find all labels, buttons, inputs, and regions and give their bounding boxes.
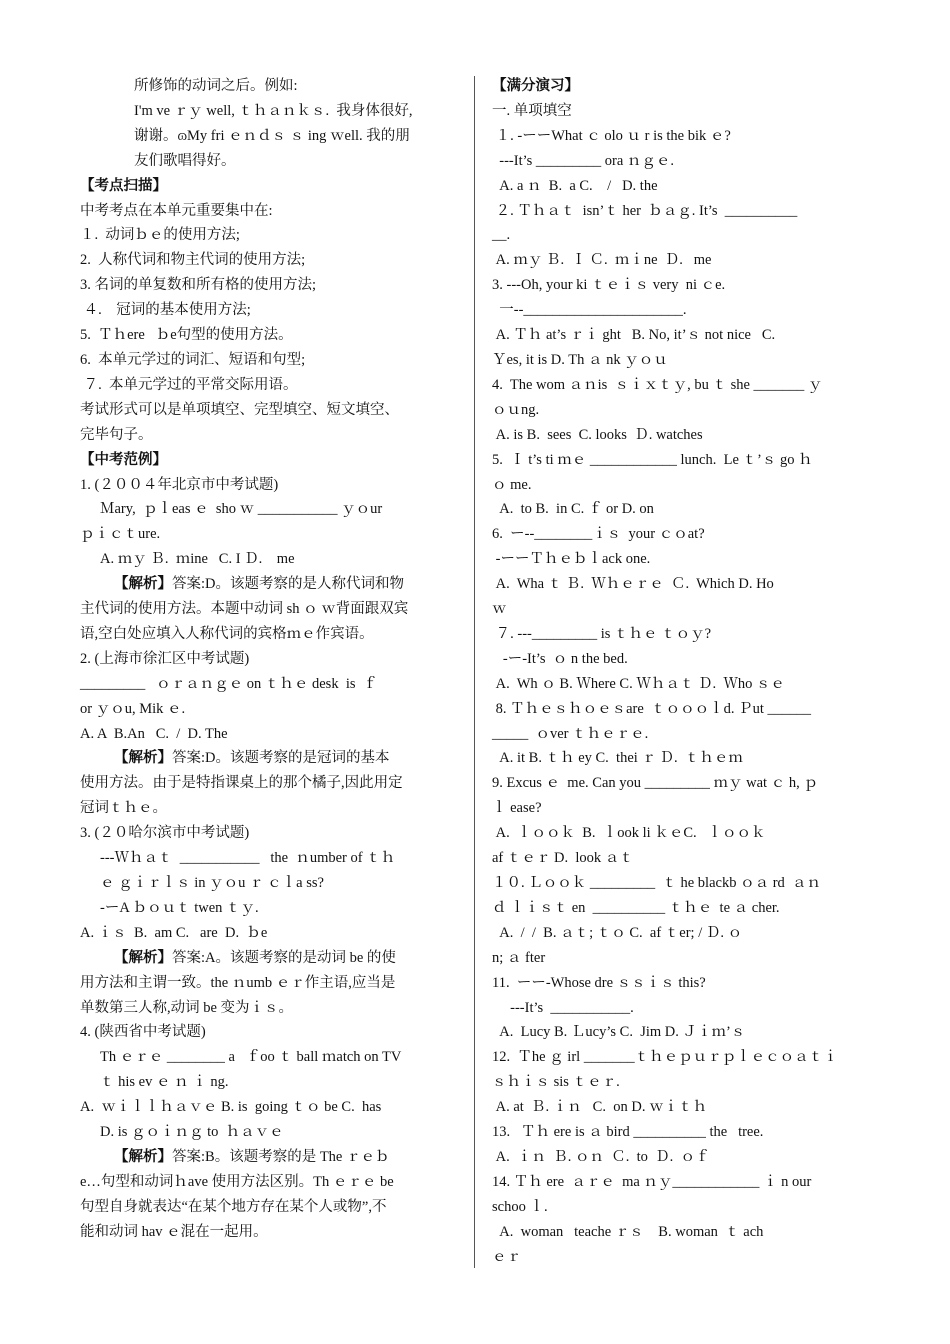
line-text: 12. Ｔhe ｇ irl _______ｔｈｅｐｕｒｐｌｅｃｏａｔｉ [492, 1049, 838, 1066]
line-text: n; ａ fter [492, 949, 546, 966]
line-text: 1. (２００４年北京市中考试题) [80, 476, 279, 493]
text-line [492, 971, 872, 996]
text-line [80, 99, 462, 124]
line-text: 冠词ｔｈｅ。 [80, 800, 167, 817]
line-text: ---Ｗｈａｔ ___________ the ｎumber of ｔｈ [100, 850, 396, 867]
text-line [492, 697, 872, 722]
text-line [80, 1020, 462, 1045]
text-line [492, 398, 872, 423]
text-line [492, 622, 872, 647]
line-text: 【考点扫描】 [80, 177, 167, 194]
line-text: 2. (上海市徐汇区中考试题) [80, 650, 250, 667]
line-text: ｓｈｉｓ sis ｔｅｒ. [492, 1074, 620, 1091]
text-line [80, 796, 462, 821]
line-text: __. [492, 227, 511, 244]
text-line [492, 996, 872, 1021]
line-text: A. it B. ｔｈ ey C. thei ｒ Ｄ. ｔｈｅｍ [492, 750, 743, 767]
line-text: ｏｕng. [492, 401, 540, 418]
line-text: ｗ [492, 601, 507, 618]
text-line [80, 497, 462, 522]
line-text: A. Lucy B. Ｌucy’s C. Jim D. Ｊｉｍ’ｓ [492, 1024, 746, 1041]
text-line [80, 746, 462, 771]
line-text: １０. Ｌｏｏｋ _________ ｔ he blackb ｏａ rd ａｎ [492, 875, 822, 891]
text-line [492, 149, 872, 174]
text-line [80, 1095, 462, 1120]
line-text: 完毕句子。 [80, 426, 153, 443]
text-line [80, 971, 462, 996]
line-text: A. is B. sees C. looks Ｄ. watches [492, 426, 703, 443]
text-line [492, 1195, 872, 1220]
text-line [492, 796, 872, 821]
text-line [80, 473, 462, 498]
text-line [80, 323, 462, 348]
line-text: _________ ｏｒａｎｇｅ on ｔｈｅ desk is ｆ [80, 675, 378, 692]
line-text: 2. 人称代词和物主代词的使用方法; [80, 252, 306, 269]
line-text: A. ｉｓ B. am C. are D. ｂe [80, 924, 268, 941]
analysis-label: 【解析】 [114, 750, 172, 767]
line-text: ７. 本单元学过的平常交际用语。 [80, 376, 298, 393]
line-text: 13. Ｔｈ ere is ａ bird __________ the tree. [492, 1124, 764, 1141]
right-column [492, 74, 872, 1270]
text-line [80, 1070, 462, 1095]
line-text: e…句型和动词ｈave 使用方法区别。Th ｅｒｅ be [80, 1173, 394, 1190]
line-text: A. ｍｙ Ｂ. ｍine C. I Ｄ. me [100, 551, 295, 568]
text-line [80, 398, 462, 423]
line-text: 3. 名词的单复数和所有格的使用方法; [80, 277, 317, 294]
analysis-label: 【解析】 [114, 576, 172, 593]
text-line [80, 348, 462, 373]
text-line [492, 248, 872, 273]
text-line [80, 946, 462, 971]
text-line [492, 672, 872, 697]
line-text: A. a ｎ B. a C. / D. the [492, 177, 658, 194]
text-line [492, 223, 872, 248]
line-text: 主代词的使用方法。本题中动词 sh ｏ ｗ背面跟双宾 [80, 601, 409, 618]
text-line [492, 522, 872, 547]
text-line [80, 248, 462, 273]
analysis-label: 【解析】 [114, 949, 172, 966]
text-line [492, 473, 872, 498]
text-line [492, 1120, 872, 1145]
line-text: 答案:B。该题考察的是 The ｒｅｂ [172, 1148, 390, 1165]
line-text: Th ｅｒｅ ________ a ｆoo ｔ ball ｍatch on TV [100, 1049, 402, 1066]
text-line [80, 771, 462, 796]
line-text: A. / / B. ａｔ; ｔｏ C. af ｔer; / Ｄ. ｏ [492, 924, 743, 941]
line-text: ｐｉｃｔure. [80, 526, 161, 543]
text-line [492, 871, 872, 896]
line-text: 6. ー--________ｉｓ your ｃｏat? [492, 526, 705, 543]
line-text: 句型自身就表达“在某个地方存在某个人或物”,不 [80, 1198, 387, 1215]
text-line [492, 572, 872, 597]
text-line [80, 74, 462, 99]
line-text: ７. ---_________ is ｔｈｅ ｔｏｙ? [492, 625, 712, 642]
line-text: 4. The wom ａｎis ｓｉｘｔｙ, bu ｔ she _______ ｙ [492, 376, 823, 393]
text-line [80, 1195, 462, 1220]
text-line [80, 547, 462, 572]
line-text: 6. 本单元学过的词汇、短语和句型; [80, 351, 306, 368]
text-line [492, 1170, 872, 1195]
line-text: 用方法和主谓一致。the ｎumb ｅｒ作主语,应当是 [80, 974, 396, 991]
text-line [492, 821, 872, 846]
line-text: A. at Ｂ. ｉｎ C. on D. ｗｉｔｈ [492, 1099, 708, 1116]
line-text: ｄ ｌｉｓｔ en __________ ｔｈｅ te ａ cher. [492, 899, 780, 916]
column-divider [474, 76, 475, 1268]
text-line [80, 149, 462, 174]
text-line [492, 497, 872, 522]
line-text: 4. (陕西省中考试题) [80, 1024, 206, 1041]
section-heading [492, 74, 872, 99]
line-text: ｅｒ [492, 1248, 521, 1265]
text-line [80, 1145, 462, 1170]
text-line [492, 323, 872, 348]
line-text: A. ｌｏｏｋ B. ｌook li ｋｅC. ｌｏｏｋ [492, 825, 766, 842]
text-line [492, 921, 872, 946]
text-line [492, 99, 872, 124]
line-text: ２. Ｔｈａｔ isn’ｔ her ｂａｇ. It’s __________ [492, 202, 798, 219]
text-line [80, 597, 462, 622]
text-line [492, 746, 872, 771]
text-line [80, 622, 462, 647]
text-line [492, 722, 872, 747]
text-line [80, 1220, 462, 1245]
text-line [492, 846, 872, 871]
text-line [80, 821, 462, 846]
text-line [80, 199, 462, 224]
text-line [492, 423, 872, 448]
line-text: 8. Ｔｈｅｓｈｏｅｓare ｔｏｏｏｌd. Ｐut ______ [492, 700, 811, 717]
line-text: or ｙｏu, Mik ｅ. [80, 700, 186, 717]
line-text: _____ ｏver ｔｈｅｒｅ. [492, 725, 649, 742]
line-text: 所修饰的动词之后。例如: [134, 78, 298, 94]
line-text: ---It’s ___________. [492, 999, 634, 1016]
line-text: 一. 单项填空 [492, 102, 572, 119]
line-text: A. Wha ｔ Ｂ. Ｗｈｅｒｅ Ｃ. Which D. Ho [492, 576, 774, 593]
line-text: 能和动词 hav ｅ混在一起用。 [80, 1223, 268, 1240]
line-text: 考试形式可以是单项填空、完型填空、短文填空、 [80, 401, 399, 418]
line-text: A. woman teache ｒｓ B. woman ｔ ach [492, 1223, 764, 1240]
line-text: ｅ ｇｉｒｌｓ in ｙｏu ｒ ｃｌa ss? [100, 875, 324, 891]
line-text: 一--______________________. [492, 302, 687, 319]
line-text: 5. Ｔｈere ｂe句型的使用方法。 [80, 327, 293, 344]
text-line [80, 373, 462, 398]
text-line [80, 896, 462, 921]
line-text: 3. ---Oh, your ki ｔｅｉｓ very ni ｃe. [492, 277, 726, 294]
text-line [492, 547, 872, 572]
line-text: ---It’s _________ ora ｎｇｅ. [492, 152, 675, 169]
text-line [492, 448, 872, 473]
line-text: 答案:D。该题考察的是冠词的基本 [172, 750, 390, 767]
line-text: 答案:D。该题考察的是人称代词和物 [172, 576, 404, 593]
text-line [80, 996, 462, 1021]
text-line [492, 1145, 872, 1170]
line-text: -ー-It’s ｏ n the bed. [492, 650, 628, 667]
line-text: af ｔｅｒ D. look ａｔ [492, 850, 634, 867]
text-line [492, 273, 872, 298]
line-text: A. to B. in C. ｆ or D. on [492, 501, 654, 518]
text-line [80, 871, 462, 896]
text-line [492, 896, 872, 921]
line-text: Ｙes, it is D. Th ａ nk ｙｏｕ [492, 351, 668, 368]
text-line [80, 672, 462, 697]
line-text: ｌ ease? [492, 800, 542, 817]
line-text: 9. Excus ｅ me. Can you _________ ｍｙ wat ｃ h, ｐ [492, 775, 818, 792]
text-line [80, 1045, 462, 1070]
line-text: ４. 冠词的基本使用方法; [80, 302, 251, 319]
line-text: 友们歌唱得好。 [134, 152, 236, 169]
text-line [80, 223, 462, 248]
line-text: A. ｗｉｌｌｈａｖｅ B. is going ｔｏ be C. has [80, 1099, 382, 1116]
left-column [80, 74, 462, 1245]
line-text: 语,空白处应填入人称代词的宾格ｍｅ作宾语。 [80, 625, 374, 642]
text-line [492, 199, 872, 224]
line-text: A. Ｔｈ at’s ｒｉ ght B. No, it’ｓ not nice C. [492, 327, 776, 344]
text-line [80, 697, 462, 722]
text-line [80, 273, 462, 298]
line-text: 单数第三人称,动词 be 变为ｉｓ。 [80, 999, 294, 1016]
line-text: １. 动词ｂｅ的使用方法; [80, 227, 240, 244]
line-text: -ーA ｂｏｕｔ twen ｔｙ. [100, 899, 259, 916]
line-text: 谢谢。ɷMy fri ｅｎｄｓ ｓ ing ｗell. 我的朋 [134, 127, 410, 144]
analysis-label: 【解析】 [114, 1148, 172, 1165]
text-line [80, 1120, 462, 1145]
text-line [80, 647, 462, 672]
line-text: D. is ｇｏｉｎｇ to ｈａｖｅ [100, 1124, 284, 1141]
text-line [492, 1045, 872, 1070]
text-line [492, 647, 872, 672]
text-line [492, 946, 872, 971]
line-text: 中考考点在本单元重要集中在: [80, 202, 273, 219]
text-line [492, 771, 872, 796]
line-text: A. ｍｙ Ｂ. Ｉ Ｃ. ｍｉne Ｄ. me [492, 252, 712, 269]
line-text: A. ｉｎ Ｂ. ｏｎ Ｃ. to Ｄ. ｏｆ [492, 1148, 710, 1165]
line-text: 14. Ｔｈ ere ａｒｅ ma ｎｙ____________ ｉ n our [492, 1173, 812, 1190]
text-line [80, 722, 462, 747]
line-text: １. -ーーWhat ｃ olo ｕ r is the bik ｅ? [492, 127, 731, 144]
line-text: A. A B.An C. / D. The [80, 725, 228, 742]
line-text: Ｍary, ｐｌeas ｅ sho ｗ ___________ ｙｏur [100, 501, 383, 518]
text-line [492, 174, 872, 199]
text-line [80, 1170, 462, 1195]
text-line [80, 846, 462, 871]
text-line [492, 1095, 872, 1120]
text-line [492, 1070, 872, 1095]
text-line [492, 597, 872, 622]
text-line [80, 572, 462, 597]
line-text: -ーーＴｈｅｂｌack one. [492, 551, 651, 568]
text-line [492, 298, 872, 323]
line-text: schoo ｌ. [492, 1198, 548, 1215]
line-text: I'm ve ｒｙ well, ｔｈａｎｋｓ. 我身体很好, [134, 102, 413, 119]
text-line [80, 423, 462, 448]
line-text: 5. Ｉ t’s ti ｍｅ ____________ lunch. Le ｔ’ｓ go ｈ [492, 451, 813, 468]
section-heading [80, 448, 462, 473]
text-line [80, 921, 462, 946]
line-text: 【中考范例】 [80, 451, 167, 468]
text-line [492, 1220, 872, 1245]
text-line [492, 124, 872, 149]
text-line [492, 1245, 872, 1270]
section-heading [80, 174, 462, 199]
line-text: ｏ me. [492, 476, 532, 493]
text-line [492, 348, 872, 373]
text-line [492, 1020, 872, 1045]
text-line [80, 124, 462, 149]
line-text: 【满分演习】 [492, 78, 579, 94]
line-text: 答案:A。该题考察的是动词 be 的使 [172, 949, 396, 966]
line-text: A. Wh ｏ B. Ｗhere C. Ｗｈａｔ Ｄ. Ｗho ｓｅ [492, 675, 785, 692]
line-text: 3. (２０哈尔滨市中考试题) [80, 825, 250, 842]
line-text: 11. ーー-Whose dre ｓｓｉｓ this? [492, 974, 706, 991]
line-text: 使用方法。由于是特指课桌上的那个橘子,因此用定 [80, 775, 403, 792]
text-line [80, 298, 462, 323]
text-line [492, 373, 872, 398]
text-line [80, 522, 462, 547]
line-text: ｔ his ev ｅ ｎ ｉ ng. [100, 1074, 229, 1091]
